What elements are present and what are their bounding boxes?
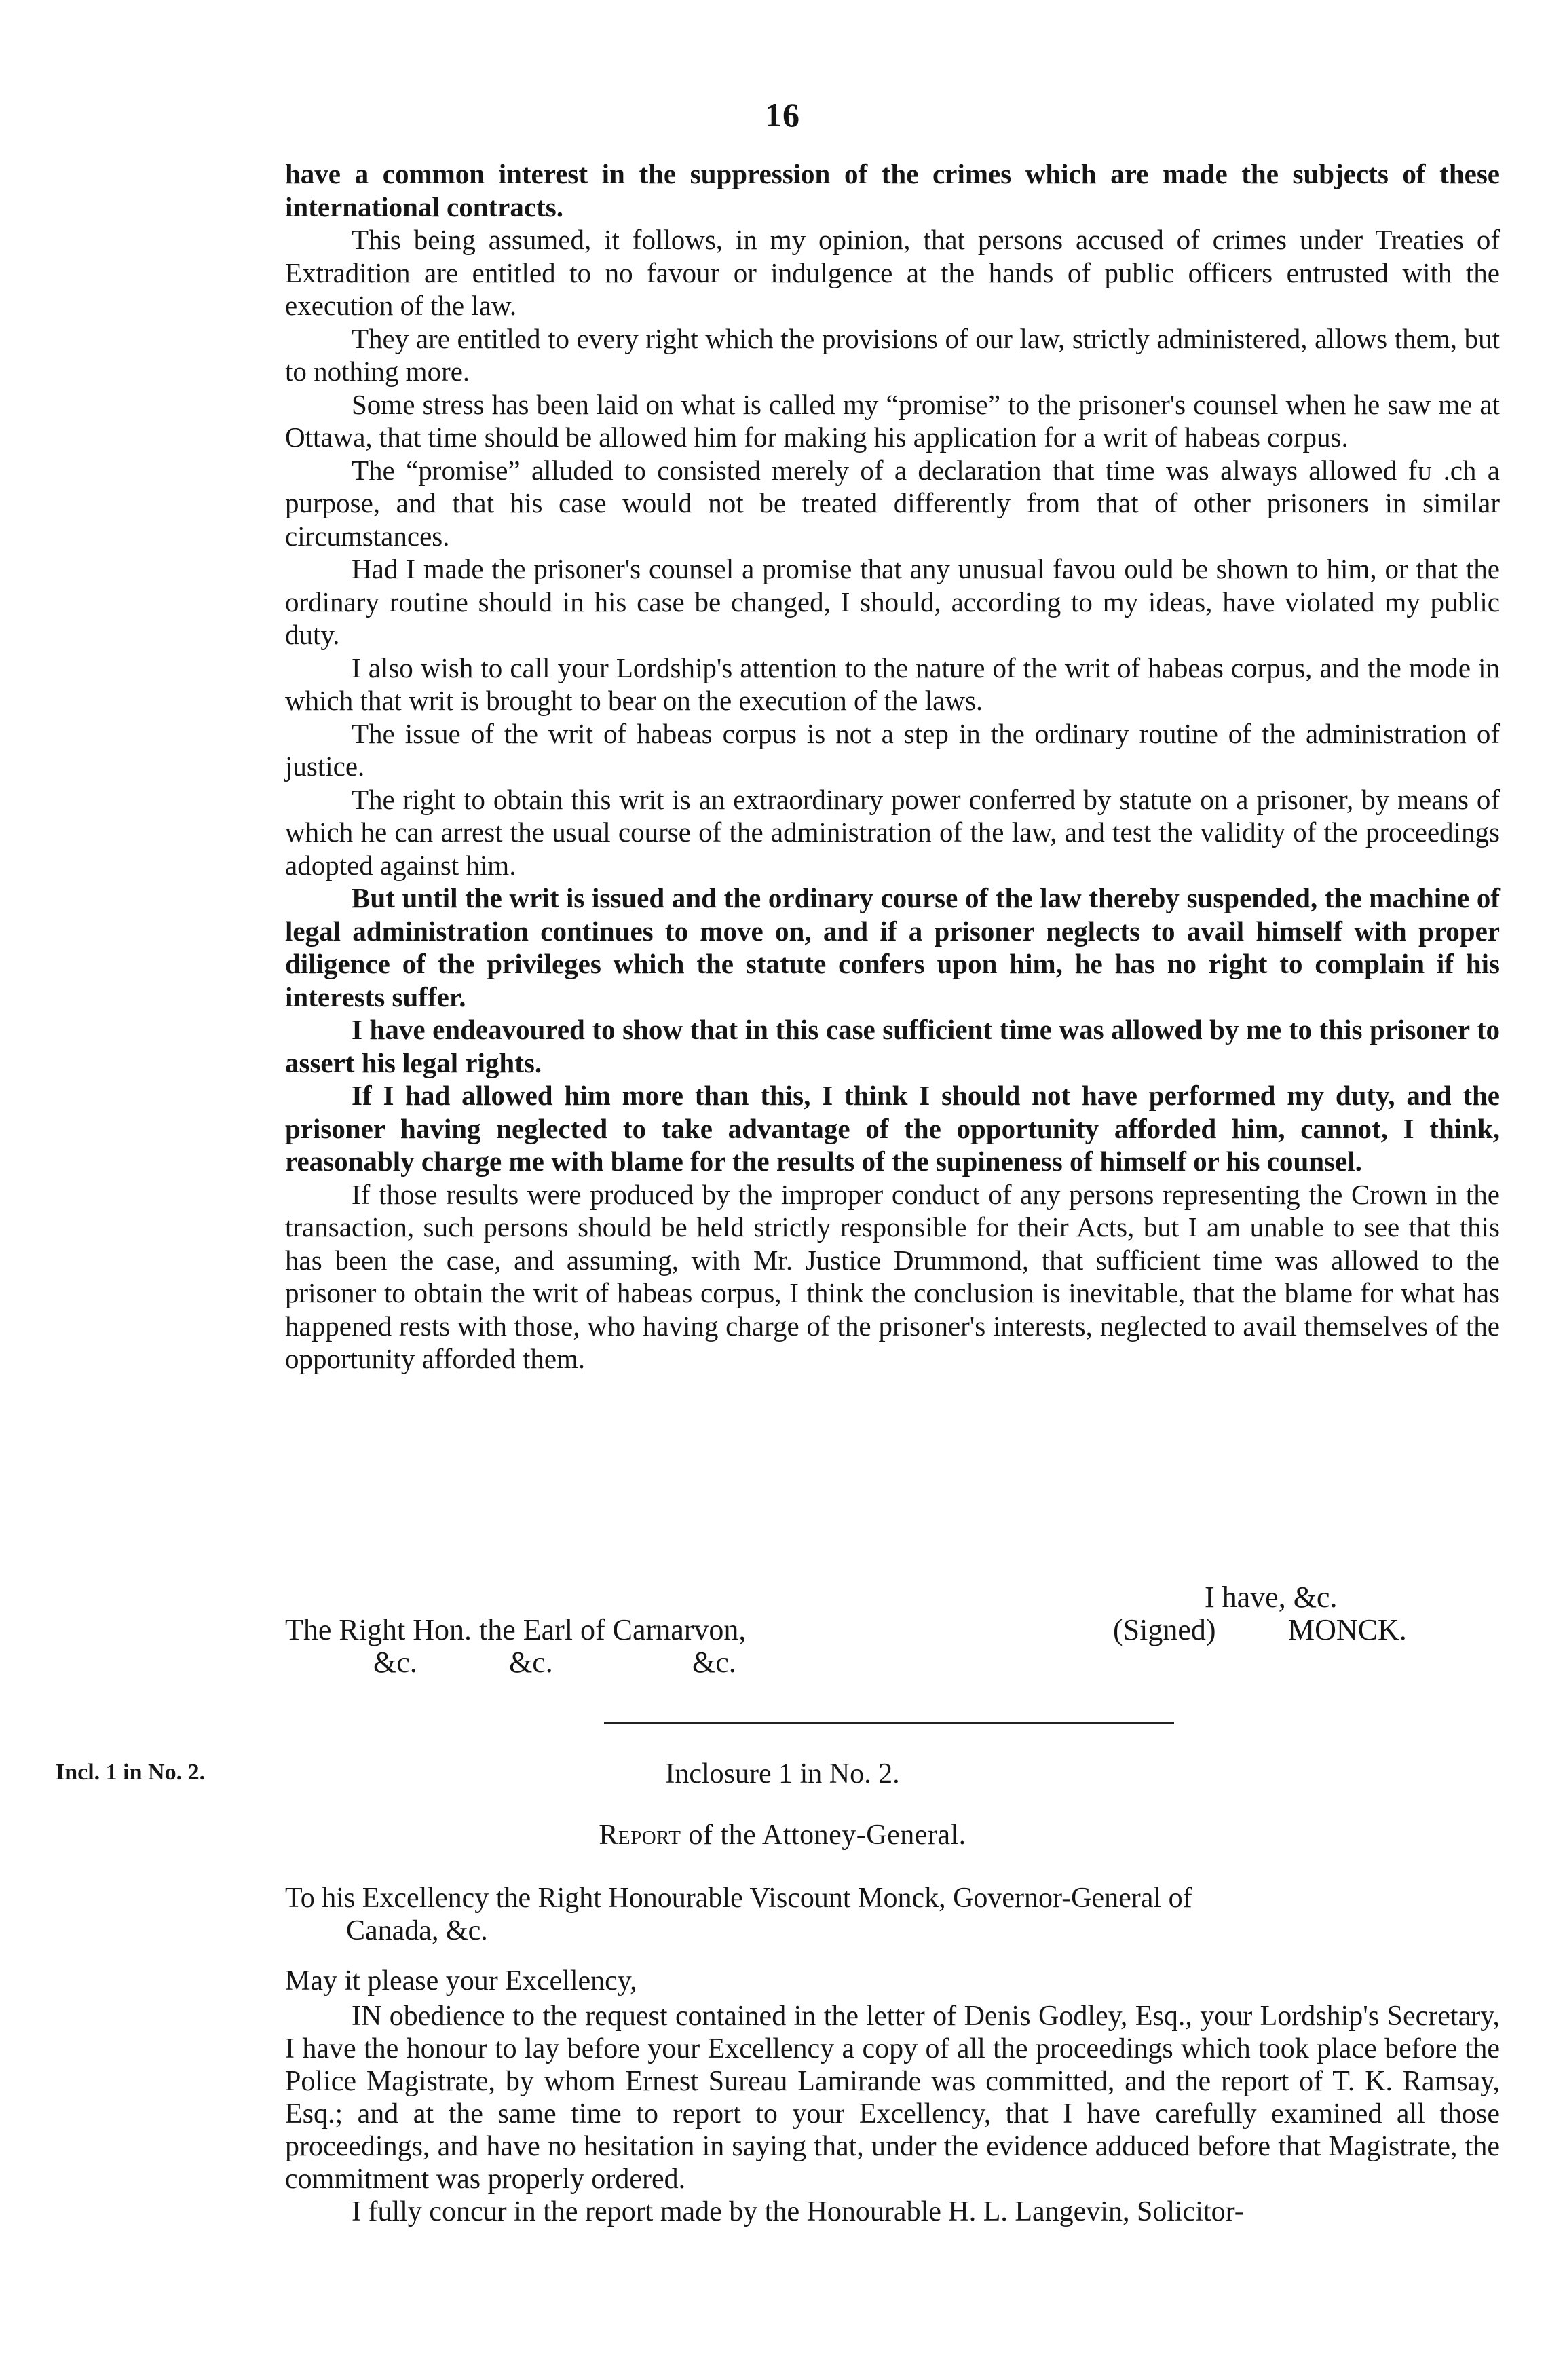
signatory-name: MONCK. — [1288, 1613, 1407, 1646]
paragraph: The right to obtain this writ is an extraordinary power conferred by statute on a prisoner, by means of which he can arrest the usual course of the administration of the law, and test the validity of the proceedings adopted against him. — [285, 783, 1500, 881]
paragraph: I also wish to call your Lordship's attention to the nature of the writ of habeas corpus, and the mode in which that writ is brought to bear on the execution of the laws. — [285, 651, 1500, 716]
signed-label: (Signed) — [1113, 1613, 1216, 1646]
paragraph: I have endeavoured to show that in this case sufficient time was allowed by me to this prisoner to assert his legal rights. — [285, 1014, 1500, 1078]
complimentary-close: I have, &c. — [1205, 1581, 1338, 1614]
address-line: To his Excellency the Right Honourable Viscount Monck, Governor-General of — [285, 1883, 1192, 1914]
report-title-prefix: Report — [599, 1819, 681, 1851]
paragraph: Had I made the prisoner's counsel a promise that any unusual favou ould be shown to him, or that the ordinary routine should in his case be changed, I should, according to my ideas, have violated my public duty. — [285, 553, 1500, 650]
paragraph: Some stress has been laid on what is called my “promise” to the prisoner's counsel when he saw me at Ottawa, that time should be allowed him for making his application for a writ of habeas corpus. — [285, 388, 1500, 453]
report-title — [0, 1819, 1565, 1851]
etc-mark: &c. — [509, 1646, 553, 1679]
paragraph: The issue of the writ of habeas corpus is not a step in the ordinary routine of the administration of justice. — [285, 717, 1500, 782]
report-body — [285, 1882, 1500, 2228]
etc-mark: &c. — [692, 1646, 736, 1679]
page-number: 16 — [765, 96, 800, 134]
letter-body — [285, 157, 1500, 1376]
section-divider — [604, 1722, 1174, 1726]
inclosure-heading: Inclosure 1 in No. 2. — [665, 1758, 900, 1790]
paragraph: They are entitled to every right which the provisions of our law, strictly administered, allows them, but to nothing more. — [285, 322, 1500, 387]
paragraph: The “promise” alluded to consisted merely of a declaration that time was always allowed fᴜ .ch a purpose, and that his case would not be treated differently from that of other prisoners in similar circumstances. — [285, 454, 1500, 552]
paragraph: If I had allowed him more than this, I think I should not have performed my duty, and the prisoner having neglected to take advantage of the opportunity afforded him, cannot, I think, reasonably charge me with blame for the results of the supineness of himself or his counsel. — [285, 1080, 1500, 1177]
report-title-rest: of the Attoney-General. — [681, 1819, 966, 1851]
address-continuation: Canada, &c. — [346, 1915, 488, 1946]
report-paragraph: I fully concur in the report made by the Honourable H. L. Langevin, Solicitor- — [352, 2196, 1244, 2227]
paragraph: But until the writ is issued and the ordinary course of the law thereby suspended, the machine of legal administration continues to move on, and if a prisoner neglects to avail himself with proper diligence of the privileges which the statute confers upon him, he has no right to complain if his interests suffer. — [285, 882, 1500, 1013]
salutation: May it please your Excellency, — [285, 1965, 637, 1997]
addressee: The Right Hon. the Earl of Carnarvon, — [285, 1613, 747, 1646]
margin-note: Incl. 1 in No. 2. — [56, 1760, 206, 1785]
paragraph-continuation: have a common interest in the suppression of the crimes which are made the subjects of these international contracts. — [285, 158, 1500, 223]
paragraph: If those results were produced by the improper conduct of any persons representing the Crown in the transaction, such persons should be held strictly responsible for their Acts, but I am unable to see that this has been the case, and assuming, with Mr. Justice Drummond, that sufficient time was allowed to the prisoner to obtain the writ of habeas corpus, I think the conclusion is inevitable, that the blame for what has happened rests with those, who having charge of the prisoner's interests, neglected to avail themselves of the opportunity afforded them. — [285, 1178, 1500, 1374]
paragraph: This being assumed, it follows, in my opinion, that persons accused of crimes under Treaties of Extradition are entitled to no favour or indulgence at the hands of public officers entrusted with the execution of the law. — [285, 224, 1500, 321]
report-paragraph: IN obedience to the request contained in the letter of Denis Godley, Esq., your Lordship's Secretary, I have the honour to lay before your Excellency a copy of all the proceedings which took place before the Police Magistrate, by whom Ernest Sureau Lamirande was committed, and the report of T. K. Ramsay, Esq.; and at the same time to report to your Excellency, that I have carefully examined all those proceedings, and have no hesitation in saying that, under the evidence adduced before that Magistrate, the commitment was properly ordered. — [285, 2001, 1500, 2195]
etc-mark: &c. — [373, 1646, 417, 1679]
